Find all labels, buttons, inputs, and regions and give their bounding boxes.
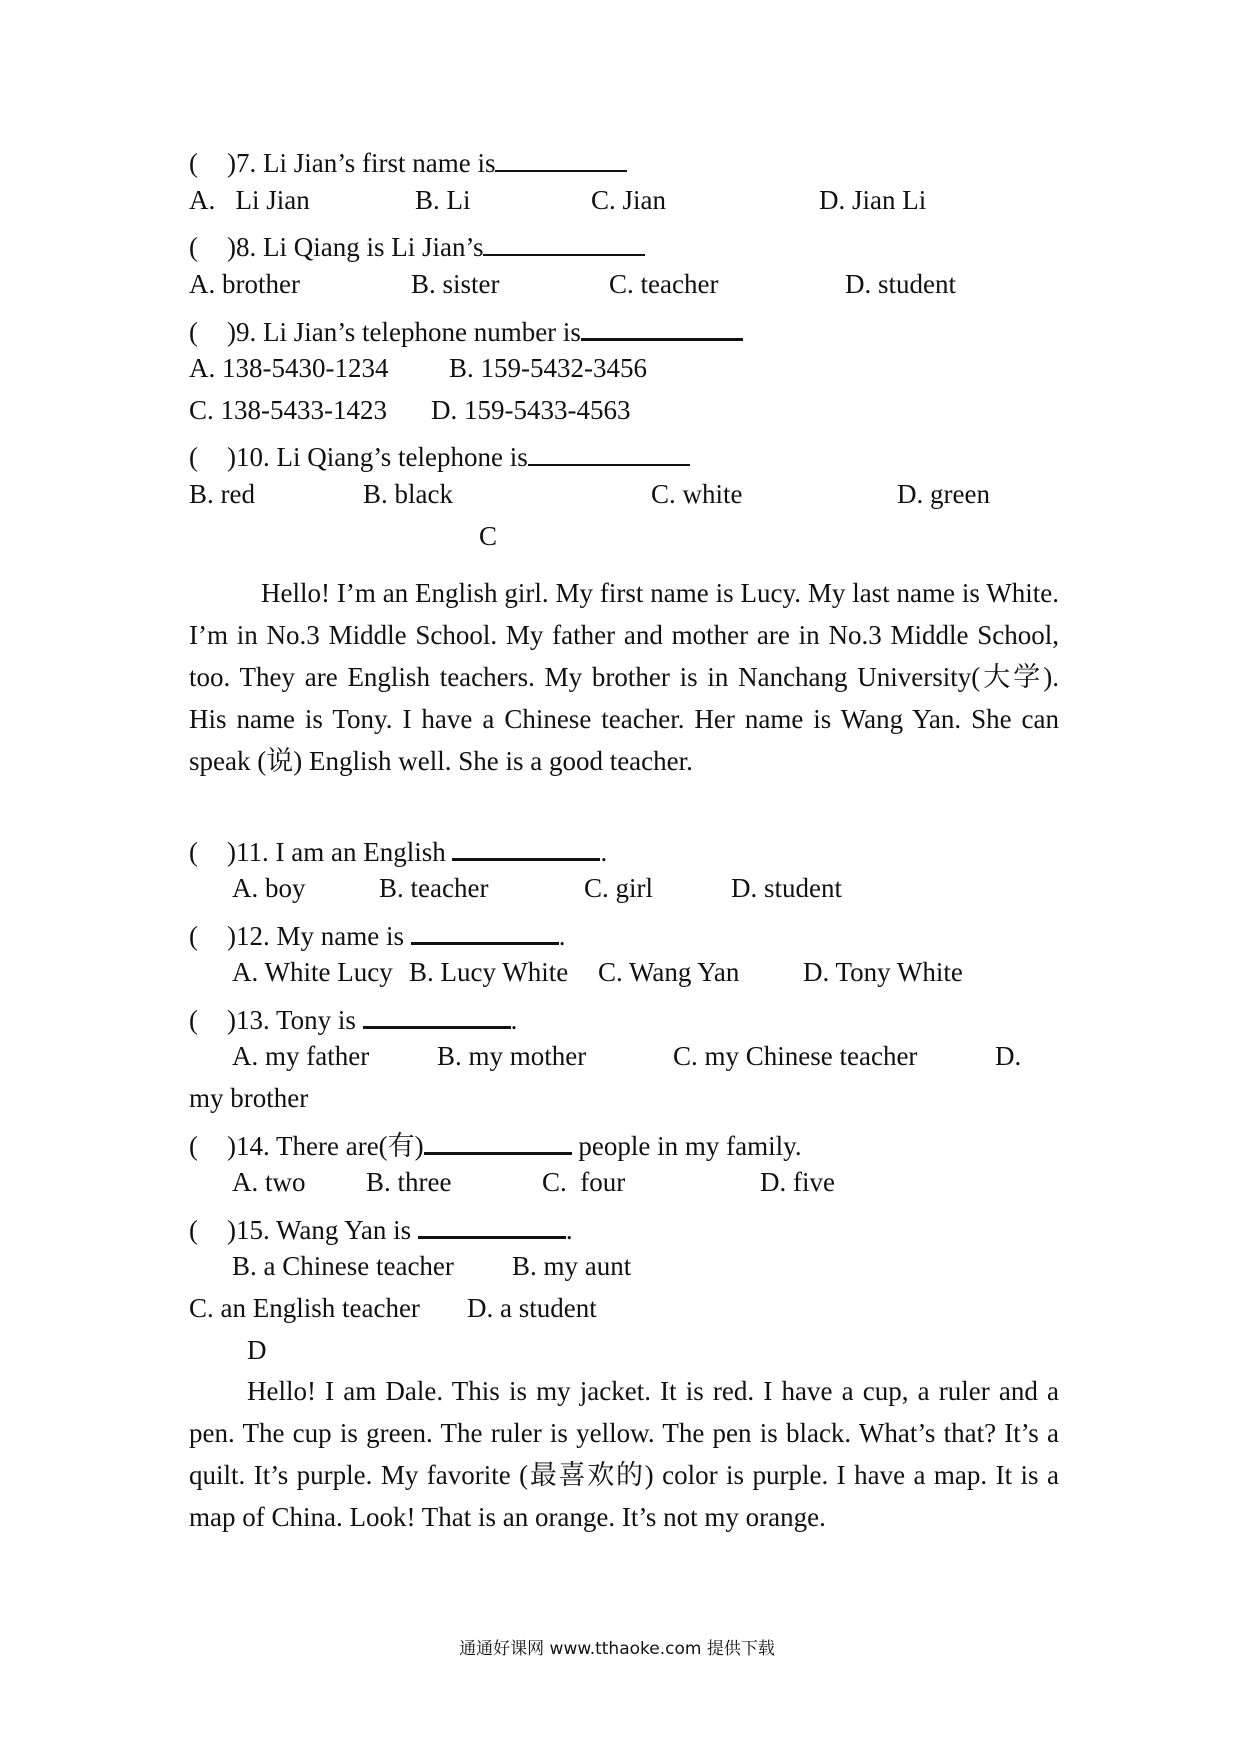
- answer-blank: [418, 1208, 566, 1239]
- question-8: ( )8. Li Qiang is Li Jian’s: [189, 226, 645, 263]
- q9-option-b: B. 159-5432-3456: [449, 353, 647, 383]
- q14-option-d: D. five: [760, 1167, 835, 1197]
- section-d-passage: Hello! I am Dale. This is my jacket. It is red. I have a cup, a ruler and a pen. The cup is green. The ruler is yellow. The pen is black. What’s that? It’s a quilt. It’s purple. My favorite (最喜欢的) color is purple. I have a map. It is a map of China. Look! That is an orange. It’s not my orange.: [189, 1376, 1059, 1532]
- q13-option-b: B. my mother: [437, 1041, 587, 1071]
- answer-bracket: (: [189, 442, 198, 472]
- question-11: ( )11. I am an English .: [189, 830, 607, 868]
- q14-option-c: C. four: [542, 1167, 626, 1197]
- q12-option-c: C. Wang Yan: [598, 957, 740, 987]
- question-10: ( )10. Li Qiang’s telephone is: [189, 436, 690, 473]
- answer-bracket: (: [189, 1131, 198, 1161]
- q14-option-b: B. three: [366, 1167, 452, 1197]
- q15-option-b: B. my aunt: [512, 1251, 632, 1281]
- q13-option-d-text: my brother: [189, 1083, 309, 1113]
- q14-option-a: A. two: [232, 1167, 306, 1197]
- q13-option-d: D.: [995, 1041, 1022, 1071]
- question-15: ( )15. Wang Yan is .: [189, 1208, 573, 1246]
- question-12: ( )12. My name is .: [189, 914, 566, 952]
- question-14: ( )14. There are(有) people in my family.: [189, 1124, 802, 1162]
- answer-blank: [528, 436, 690, 466]
- question-7: ( )7. Li Jian’s first name is: [189, 142, 627, 179]
- q13-option-a: A. my father: [232, 1041, 370, 1071]
- q10-option-b: B. black: [363, 479, 453, 509]
- q12-option-d: D. Tony White: [803, 957, 963, 987]
- q13-option-c: C. my Chinese teacher: [673, 1041, 918, 1071]
- q12-option-a: A. White Lucy: [232, 957, 393, 987]
- q7-option-b: B. Li: [415, 185, 471, 215]
- answer-bracket: (: [189, 1005, 198, 1035]
- q11-option-c: C. girl: [584, 873, 654, 903]
- answer-bracket: (: [189, 317, 198, 347]
- q15-option-c: C. an English teacher: [189, 1293, 420, 1323]
- answer-blank: [581, 310, 743, 341]
- answer-bracket: (: [189, 837, 198, 867]
- question-13: ( )13. Tony is .: [189, 998, 517, 1036]
- q9-option-d: D. 159-5433-4563: [431, 395, 631, 425]
- q8-option-a: A. brother: [189, 269, 300, 299]
- section-d-heading: D: [247, 1335, 267, 1365]
- q10-option-a: B. red: [189, 479, 255, 509]
- q11-option-a: A. boy: [232, 873, 306, 903]
- answer-bracket: (: [189, 1215, 198, 1245]
- answer-blank: [495, 142, 627, 172]
- section-c-heading: C: [479, 521, 498, 551]
- answer-blank: [424, 1124, 572, 1155]
- q8-option-c: C. teacher: [609, 269, 719, 299]
- q15-option-a: B. a Chinese teacher: [232, 1251, 454, 1281]
- q7-option-d: D. Jian Li: [819, 185, 927, 215]
- answer-blank: [483, 226, 645, 256]
- section-c-passage: Hello! I’m an English girl. My first name is Lucy. My last name is White. I’m in No.3 Middle School. My father and mother are in No.3 Middle School, too. They are English teachers. My brother is in Nanchang University(大学). His name is Tony. I have a Chinese teacher. Her name is Wang Yan. She can speak (说) English well. She is a good teacher.: [189, 578, 1059, 776]
- q11-option-b: B. teacher: [379, 873, 489, 903]
- q12-option-b: B. Lucy White: [409, 957, 569, 987]
- q9-option-c: C. 138-5433-1423: [189, 395, 387, 425]
- answer-blank: [363, 998, 511, 1029]
- answer-bracket: (: [189, 148, 198, 178]
- q10-option-d: D. green: [897, 479, 990, 509]
- answer-bracket: (: [189, 232, 198, 262]
- answer-blank: [411, 914, 559, 945]
- q9-option-a: A. 138-5430-1234: [189, 353, 389, 383]
- answer-blank: [452, 830, 600, 861]
- q8-option-d: D. student: [845, 269, 956, 299]
- q11-option-d: D. student: [731, 873, 842, 903]
- q7-option-c: C. Jian: [591, 185, 667, 215]
- page-footer: 通通好课网 www.tthaoke.com 提供下载: [459, 1639, 775, 1659]
- q8-option-b: B. sister: [411, 269, 500, 299]
- q7-option-a: A. Li Jian: [189, 185, 310, 215]
- q10-option-c: C. white: [651, 479, 743, 509]
- question-9: ( )9. Li Jian’s telephone number is: [189, 310, 743, 348]
- answer-bracket: (: [189, 921, 198, 951]
- q15-option-d: D. a student: [467, 1293, 597, 1323]
